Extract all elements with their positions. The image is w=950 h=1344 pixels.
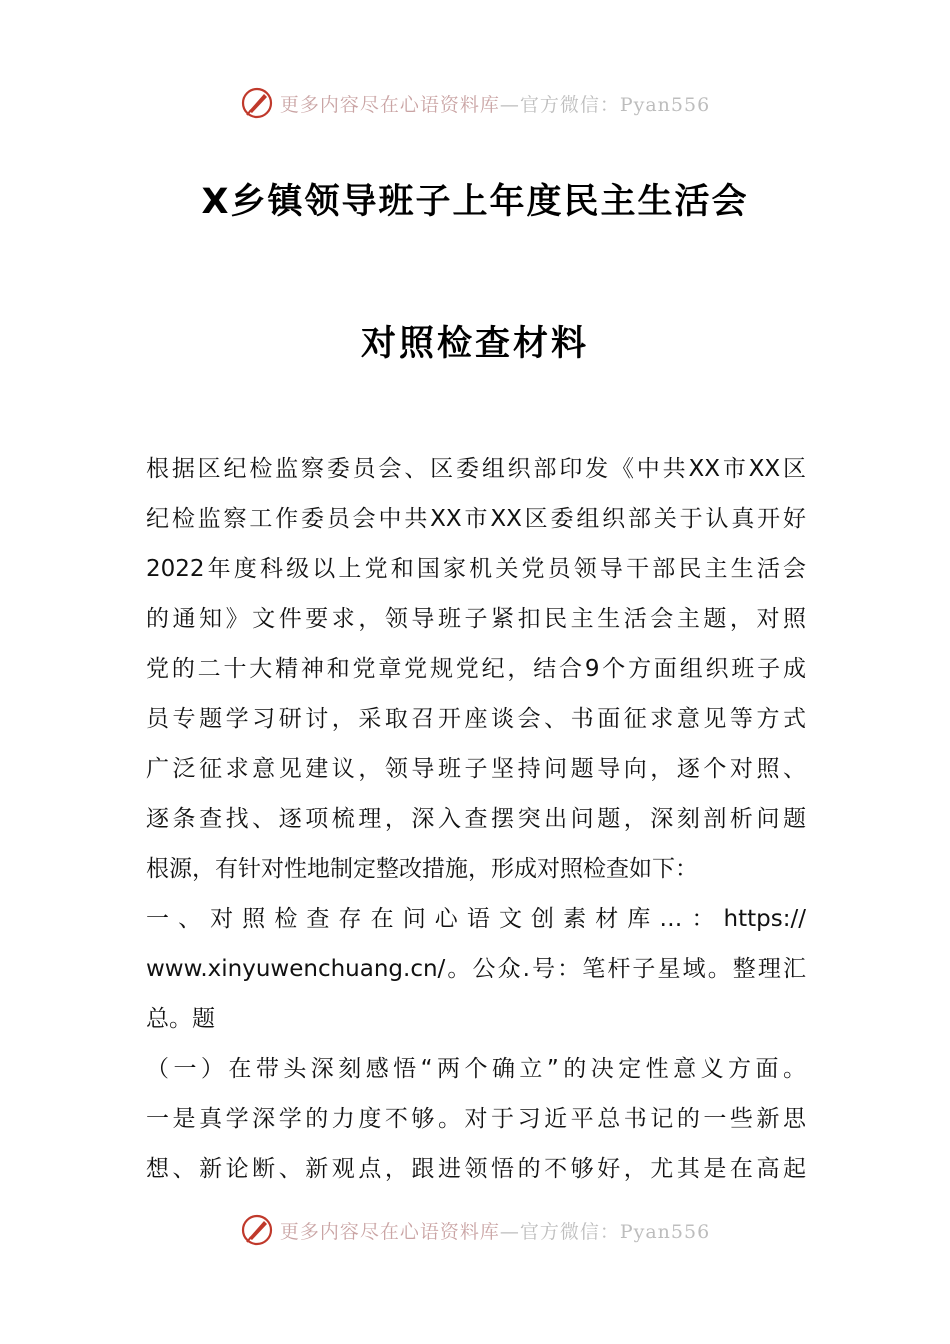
watermark-text bbox=[280, 1217, 710, 1244]
body-line: 一、对照检查存在问心语文创素材库…：https:// bbox=[146, 906, 806, 932]
document-title: X乡镇领导班子上年度民主生活会 bbox=[201, 182, 749, 222]
document-body bbox=[146, 444, 806, 1194]
body-line: 纪检监察工作委员会中共XX市XX区委组织部关于认真开好 bbox=[146, 506, 806, 532]
watermark-text bbox=[280, 90, 710, 117]
body-line: www.xinyuwenchuang.cn/。公众.号：笔杆子星域。整理汇 bbox=[146, 956, 806, 982]
body-line: （一）在带头深刻感悟“两个确立”的决定性意义方面。 bbox=[146, 1056, 806, 1082]
watermark-text-contact: —官方微信：Pyan556 bbox=[499, 1220, 711, 1243]
watermark-text-main: 更多内容尽在心语资料库 bbox=[279, 93, 500, 116]
body-line: 的通知》文件要求，领导班子紧扣民主生活会主题，对照 bbox=[146, 606, 806, 632]
watermark-text-main: 更多内容尽在心语资料库 bbox=[279, 1220, 500, 1243]
body-line: 根据区纪检监察委员会、区委组织部印发《中共XX市XX区 bbox=[146, 456, 806, 482]
body-line: 2022年度科级以上党和国家机关党员领导干部民主生活会 bbox=[146, 556, 806, 582]
body-line: 员专题学习研讨，采取召开座谈会、书面征求意见等方式 bbox=[146, 706, 806, 732]
quill-logo-icon bbox=[240, 86, 274, 120]
body-line: 根源，有针对性地制定整改措施，形成对照检查如下： bbox=[146, 856, 698, 882]
quill-logo-icon bbox=[240, 1213, 274, 1247]
footer-watermark bbox=[0, 1210, 950, 1250]
body-line: 想、新论断、新观点，跟进领悟的不够好，尤其是在高起 bbox=[146, 1156, 806, 1182]
body-line: 广泛征求意见建议，领导班子坚持问题导向，逐个对照、 bbox=[146, 756, 806, 782]
body-line: 党的二十大精神和党章党规党纪，结合9个方面组织班子成 bbox=[146, 656, 806, 682]
watermark-text-contact: —官方微信：Pyan556 bbox=[499, 93, 711, 116]
body-line: 逐条查找、逐项梳理，深入查摆突出问题，深刻剖析问题 bbox=[146, 806, 806, 832]
body-line: 总。题 bbox=[146, 1006, 215, 1032]
body-line: 一是真学深学的力度不够。对于习近平总书记的一些新思 bbox=[146, 1106, 806, 1132]
header-watermark bbox=[0, 83, 950, 123]
document-subtitle: 对照检查材料 bbox=[360, 324, 589, 364]
